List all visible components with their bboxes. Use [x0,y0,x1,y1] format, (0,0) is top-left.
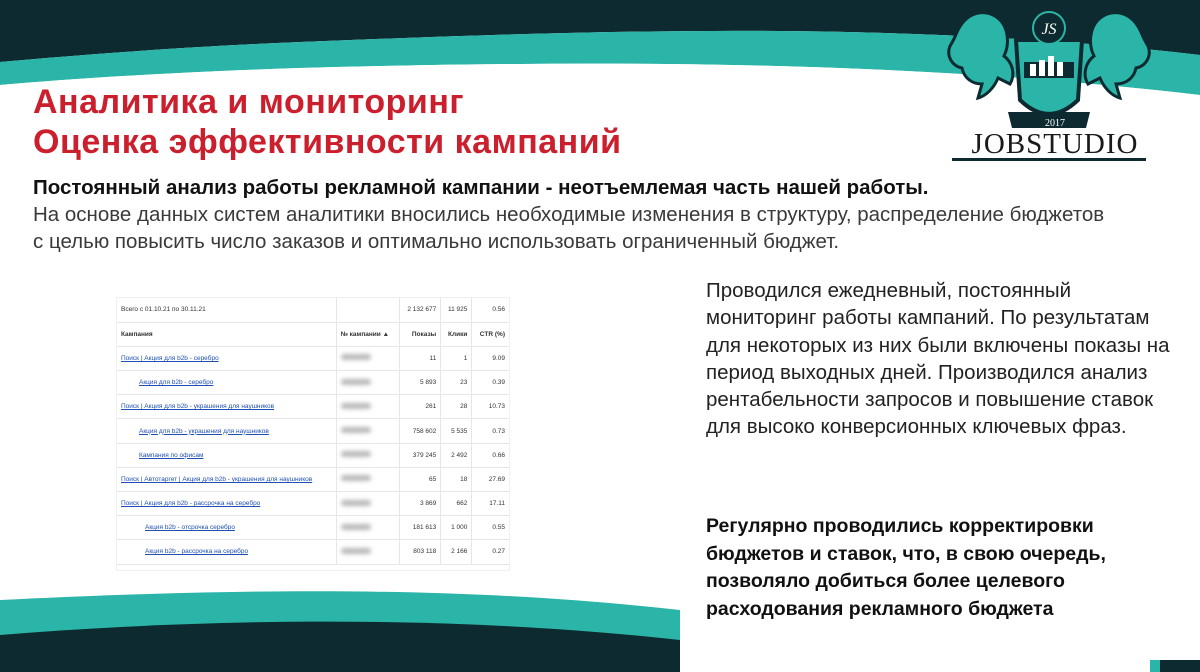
campaign-link[interactable]: Поиск | Акция для b2b - рассрочка на серебро [121,500,261,508]
col-number[interactable]: № кампании ▲ [336,322,399,346]
redacted-number [341,354,371,360]
col-clicks[interactable]: Клики [441,322,472,346]
side-bold-paragraph: Регулярно проводились корректировки бюджетов и ставок, что, в свою очередь, позволяло добиться более целевого расходования рекламного бюджета [706,515,1106,620]
redacted-number [341,451,371,457]
table-row: Поиск | Акция для b2b - рассрочка на серебро 3 869 662 17.11 [117,492,509,516]
redacted-number [341,500,371,506]
redacted-number [341,548,371,554]
header-row [117,322,509,346]
campaign-stats-table [116,297,510,571]
title-line-2: Оценка эффективности кампаний [33,123,622,161]
col-ctr[interactable]: CTR (%) [472,322,509,346]
summary-row [117,298,509,322]
table-row: Поиск | Акция для b2b - серебро 11 1 9.09 [117,346,509,370]
page-title [33,82,622,162]
redacted-number [341,524,371,530]
table-row: Кампания по офисам 379 245 2 492 0.66 [117,443,509,467]
campaign-link[interactable]: Кампания по офисам [139,451,204,459]
summary-label: Всего с 01.10.21 по 30.11.21 [121,306,206,314]
redacted-number [341,475,371,481]
logo-wordmark: JOBSTUDIO [971,128,1139,160]
summary-clicks: 11 925 [441,298,472,322]
title-line-1: Аналитика и мониторинг [33,83,465,121]
campaign-link[interactable]: Акция для b2b - серебро [139,379,214,387]
table-row: Акция b2b - отсрочка серебро 181 613 1 000 0.55 [117,516,509,540]
campaign-link[interactable]: Акция b2b - отсрочка серебро [145,524,235,532]
lead-bold-text: Постоянный анализ работы рекламной кампании - неотъемлемая часть нашей работы. [33,176,929,199]
table-row: Акция для b2b - украшения для наушников 758 602 5 535 0.73 [117,419,509,443]
lead-plain-text: На основе данных систем аналитики вносились необходимые изменения в структуру, распределение бюджетов с целью повысить число заказов и оптимально использовать ограниченный бюджет. [33,203,1105,253]
campaign-link[interactable]: Поиск | Акция для b2b - украшения для наушников [121,403,275,411]
campaign-link[interactable]: Поиск | Автотаргет | Акция для b2b - украшения для наушников [121,475,313,483]
table-row: Акция для b2b - серебро 5 893 23 0.39 [117,371,509,395]
campaign-link[interactable]: Акция для b2b - украшения для наушников [139,427,269,435]
logo-year: 2017 [1045,118,1065,129]
redacted-number [341,403,371,409]
campaign-link[interactable]: Акция b2b - рассрочка на серебро [145,548,249,556]
lead-paragraph [33,174,1113,255]
col-campaign[interactable]: Кампания [121,330,153,338]
summary-shows: 2 132 677 [399,298,441,322]
summary-ctr: 0.56 [472,298,509,322]
redacted-number [341,379,371,385]
table-row: Акция b2b - рассрочка на серебро 803 118 2 166 0.27 [117,540,509,564]
col-shows[interactable]: Показы [399,322,441,346]
redacted-number [341,427,371,433]
campaign-link[interactable]: Поиск | Акция для b2b - серебро [121,354,219,362]
table-row: Поиск | Автотаргет | Акция для b2b - украшения для наушников 65 18 27.69 [117,467,509,491]
table-row: Поиск | Акция для b2b - украшения для наушников 261 28 10.73 [117,395,509,419]
side-paragraph: Проводился ежедневный, постоянный мониторинг работы кампаний. По результатам для некоторых из них были включены показы на период выходных дней. Производился анализ рентабельности запросов и повышение ставок для высоко конверсионных ключевых фраз. [706,279,1170,439]
svg-text:JS: JS [1041,21,1057,38]
